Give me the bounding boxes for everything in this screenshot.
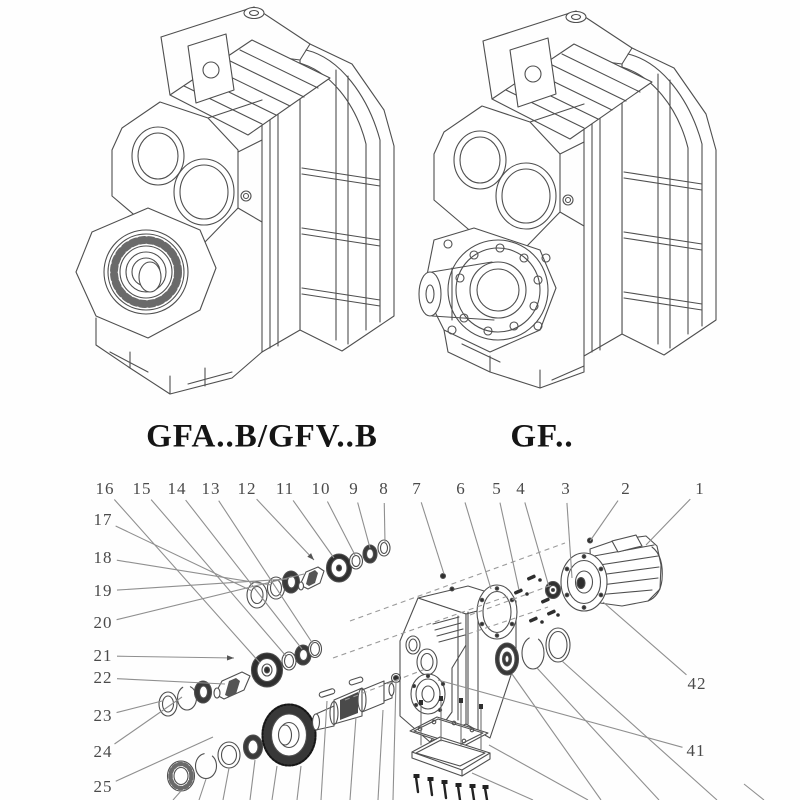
callout-24: 24 [93,742,113,761]
callout-21: 21 [93,646,113,665]
callout-14: 14 [167,479,187,498]
callout-19: 19 [93,581,113,600]
callout-15: 15 [132,479,152,498]
left-figure-label: GFA..B/GFV..B [146,418,378,455]
callout-3: 3 [561,479,571,498]
callout-16: 16 [95,479,115,498]
callout-11: 11 [275,479,295,498]
callout-2: 2 [621,479,631,498]
callout-10: 10 [311,479,331,498]
callout-20: 20 [93,613,113,632]
callout-12: 12 [237,479,257,498]
callout-1: 1 [695,479,705,498]
callout-8: 8 [379,479,389,498]
callout-7: 7 [412,479,422,498]
callout-42: 42 [687,674,707,693]
callout-22: 22 [93,668,113,687]
callout-17: 17 [93,510,113,529]
callout-18: 18 [93,548,113,567]
callout-5: 5 [492,479,502,498]
callout-6: 6 [456,479,466,498]
callout-23: 23 [93,706,113,725]
right-figure-label: GF.. [510,418,574,455]
callout-13: 13 [201,479,221,498]
callout-4: 4 [516,479,526,498]
callout-25: 25 [93,777,113,796]
callout-41: 41 [686,741,706,760]
callout-9: 9 [349,479,359,498]
